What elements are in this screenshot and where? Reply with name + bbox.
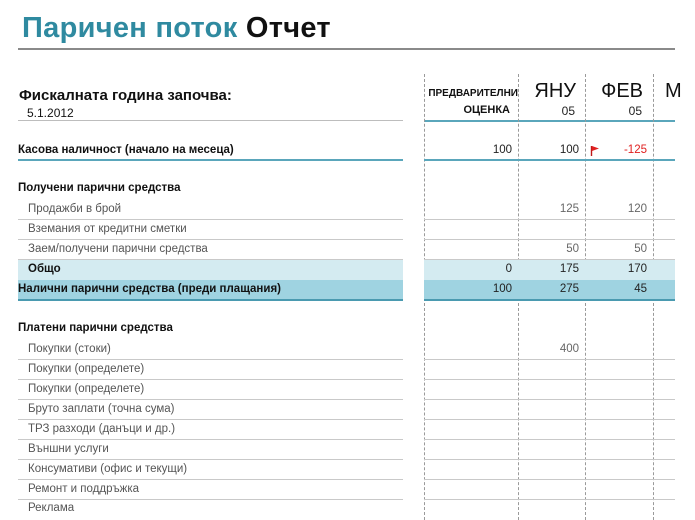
cash-received-item-feb[interactable]: 50 <box>634 243 647 255</box>
title-divider <box>18 48 675 50</box>
cash-paid-item-label: ТРЗ разходи (данъци и др.) <box>28 423 176 435</box>
cash-received-item-jan[interactable] <box>519 220 579 239</box>
cash-received-item-estimate[interactable] <box>424 240 512 259</box>
cash-received-item-feb[interactable]: 120 <box>627 203 647 215</box>
cash-paid-item-feb[interactable] <box>586 340 647 359</box>
month-header-jan: ЯНУ <box>534 80 576 102</box>
available-cash-label: Налични парични средства (преди плащания) <box>18 283 281 295</box>
cash-paid-item-estimate[interactable] <box>424 340 512 359</box>
cash-received-item-jan[interactable]: 125 <box>559 203 579 215</box>
cash-paid-item-label: Консумативи (офис и текущи) <box>28 463 188 475</box>
available-feb[interactable]: 45 <box>634 283 647 295</box>
cash-received-item-label: Заем/получени парични средства <box>28 243 208 255</box>
total-label: Общо <box>28 263 61 275</box>
cash-received-item-label: Продажби в брой <box>28 203 122 215</box>
total-estimate[interactable]: 0 <box>505 263 512 275</box>
cash-paid-item-label: Реклама <box>28 502 75 514</box>
cash-received-row <box>0 200 675 220</box>
estimate-header-line1: ПРЕДВАРИТЕЛНИ <box>428 88 518 99</box>
cash-received-item-jan[interactable]: 50 <box>566 243 579 255</box>
cash-paid-row <box>0 480 675 500</box>
cash-received-row <box>0 240 675 260</box>
cash-paid-item-label: Външни услуги <box>28 443 109 455</box>
total-feb[interactable]: 170 <box>627 263 647 275</box>
available-estimate[interactable]: 100 <box>492 283 512 295</box>
fiscal-year-date-cell[interactable]: 5.1.2012 <box>27 106 74 120</box>
cash-paid-item-label: Бруто заплати (точна сума) <box>28 403 175 415</box>
fiscal-year-label: Фискалната година започва: <box>19 87 232 104</box>
title-part-2: Отчет <box>245 12 331 44</box>
cash-paid-row <box>0 360 675 380</box>
cash-on-hand-estimate[interactable]: 100 <box>492 144 512 156</box>
month-sub-jan: 05 <box>561 104 575 118</box>
cash-received-item-estimate[interactable] <box>424 220 512 239</box>
cash-received-row <box>0 220 675 240</box>
cash-on-hand-row <box>0 141 675 161</box>
cash-paid-item-label: Ремонт и поддръжка <box>28 483 140 495</box>
total-row <box>0 260 675 280</box>
month-sub-feb: 05 <box>628 104 642 118</box>
available-cells-underline <box>424 299 675 301</box>
fiscal-year-underline <box>18 120 403 121</box>
cash-paid-item-label: Покупки (определете) <box>28 383 145 395</box>
cash-on-hand-jan[interactable]: 100 <box>559 144 579 156</box>
header-underline <box>424 120 675 122</box>
cash-paid-row <box>0 460 675 480</box>
cash-received-item-label: Вземания от кредитни сметки <box>28 223 187 235</box>
cash-received-item-feb[interactable] <box>586 220 647 239</box>
title-part-1: Паричен поток <box>22 12 238 44</box>
cash-paid-title: Платени парични средства <box>18 322 173 334</box>
cash-paid-row <box>0 499 675 519</box>
cash-paid-row <box>0 380 675 400</box>
total-jan[interactable]: 175 <box>559 263 579 275</box>
page-title <box>22 12 331 45</box>
cash-on-hand-feb[interactable]: -125 <box>623 144 647 156</box>
cash-paid-row <box>0 340 675 360</box>
cash-paid-item-label: Покупки (определете) <box>28 363 145 375</box>
cash-paid-row <box>0 400 675 420</box>
cash-paid-item-jan[interactable]: 400 <box>559 343 579 355</box>
cash-paid-row <box>0 420 675 440</box>
cash-on-hand-label: Касова наличност (начало на месеца) <box>18 144 234 156</box>
cash-received-title: Получени парични средства <box>18 182 181 194</box>
available-jan[interactable]: 275 <box>559 283 579 295</box>
month-header-mar: М <box>665 80 682 102</box>
cash-paid-item-label: Покупки (стоки) <box>28 343 111 355</box>
available-cash-row <box>0 280 675 300</box>
available-label-underline <box>18 299 403 301</box>
cash-received-item-estimate[interactable] <box>424 200 512 219</box>
cash-on-hand-label-underline <box>18 159 403 161</box>
cash-paid-row <box>0 440 675 460</box>
month-header-feb: ФЕВ <box>601 80 643 102</box>
estimate-header-line2: ОЦЕНКА <box>463 104 510 116</box>
